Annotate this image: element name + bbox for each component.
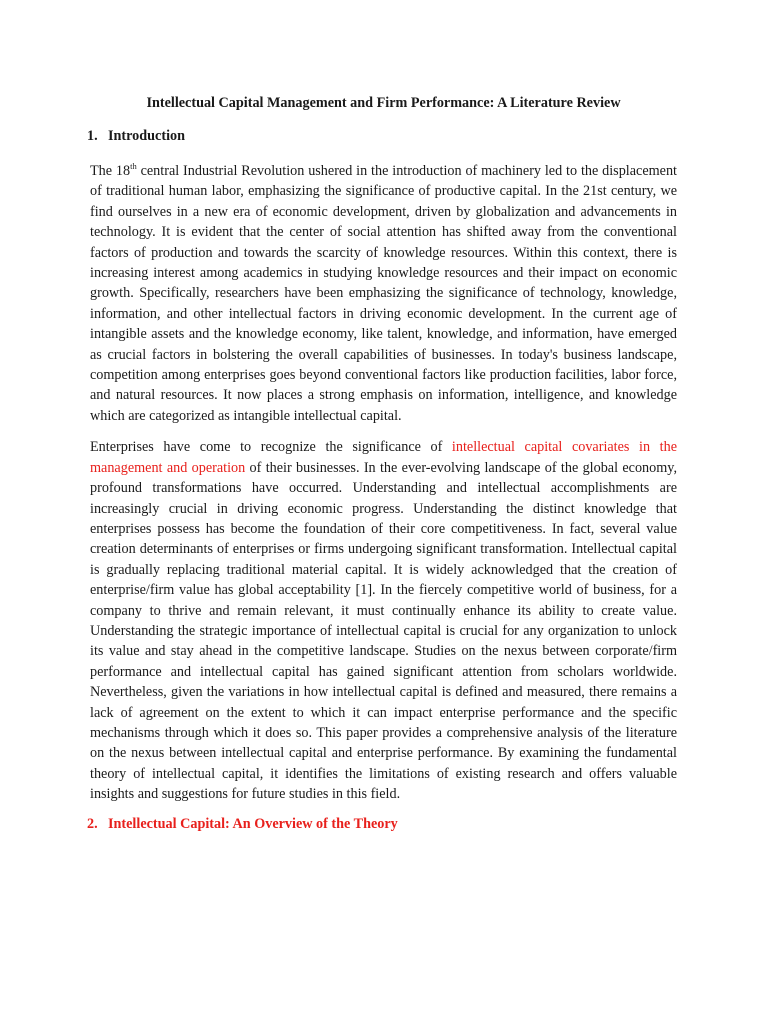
section-number: 2.: [87, 815, 98, 832]
introduction-paragraph-2: [90, 437, 677, 804]
introduction-paragraph-1: [90, 161, 677, 426]
paragraph-lead: Enterprises have come to recognize the significance of: [90, 439, 452, 456]
paragraph-body: of their businesses. In the ever-evolving landscape of the global economy, profound transformations have occurred. Understanding and intellectual accomplishments are increasingly crucial in driving economic progress. Understanding the distinct knowledge that enterprises possess has become the foundation of their core competitiveness. In fact, several value creation determinants of enterprises or firms undergoing significant transformation. Intellectual capital is gradually replacing traditional material capital. It is widely acknowledged that the creation of enterprise/firm value has global acceptability [1]. In the fiercely competitive world of business, for a company to thrive and remain relevant, it must continually enhance its ability to create value. Understanding the strategic importance of intellectual capital is crucial for any organization to unlock its value and stay ahead in the competitive landscape. Studies on the nexus between corporate/firm performance and intellectual capital has gained significant attention from scholars worldwide. Nevertheless, given the variations in how intellectual capital is defined and measured, there remains a lack of agreement on the extent to which it can impact enterprise performance and the specific mechanisms through which it does so. This paper provides a comprehensive analysis of the literature on the nexus between intellectual capital and enterprise performance. By examining the fundamental theory of intellectual capital, it identifies the limitations of existing research and offers valuable insights and suggestions for future studies in this field.: [90, 459, 678, 803]
section-title: Introduction: [108, 128, 185, 144]
highlighted-phrase: intellectual capital covariates in the management and operation: [90, 439, 677, 476]
section-heading-intellectual-capital: [87, 816, 677, 832]
paragraph-body: central Industrial Revolution ushered in the introduction of machinery led to the displacement of traditional human labor, emphasizing the significance of productive capital. In the 21st century, we find ourselves in a new era of economic development, driven by globalization and advancements in technology. It is evident that the center of social attention has shifted away from the conventional factors of production and towards the scarcity of knowledge resources. Within this context, there is increasing interest among academics in studying knowledge resources and their impact on economic growth. Specifically, researchers have been emphasizing the significance of technology, knowledge, information, and other intellectual factors in driving economic development. In the current age of intangible assets and the knowledge economy, like talent, knowledge, and information, have emerged as crucial factors in bolstering the overall capabilities of businesses. In today's business landscape, competition among enterprises goes beyond conventional factors like production facilities, labor force, and natural resources. It now places a strong emphasis on information, intelligence, and knowledge which are categorized as intangible intellectual capital.: [90, 163, 677, 424]
document-title: Intellectual Capital Management and Firm Performance: A Literature Review: [146, 95, 621, 111]
paragraph-lead: The 18: [90, 163, 131, 179]
section-number: 1.: [87, 128, 98, 144]
ordinal-superscript: th: [130, 161, 137, 171]
section-title: Intellectual Capital: An Overview of the Theory: [108, 815, 398, 832]
document-page: [87, 95, 678, 849]
section-heading-introduction: [87, 128, 677, 144]
